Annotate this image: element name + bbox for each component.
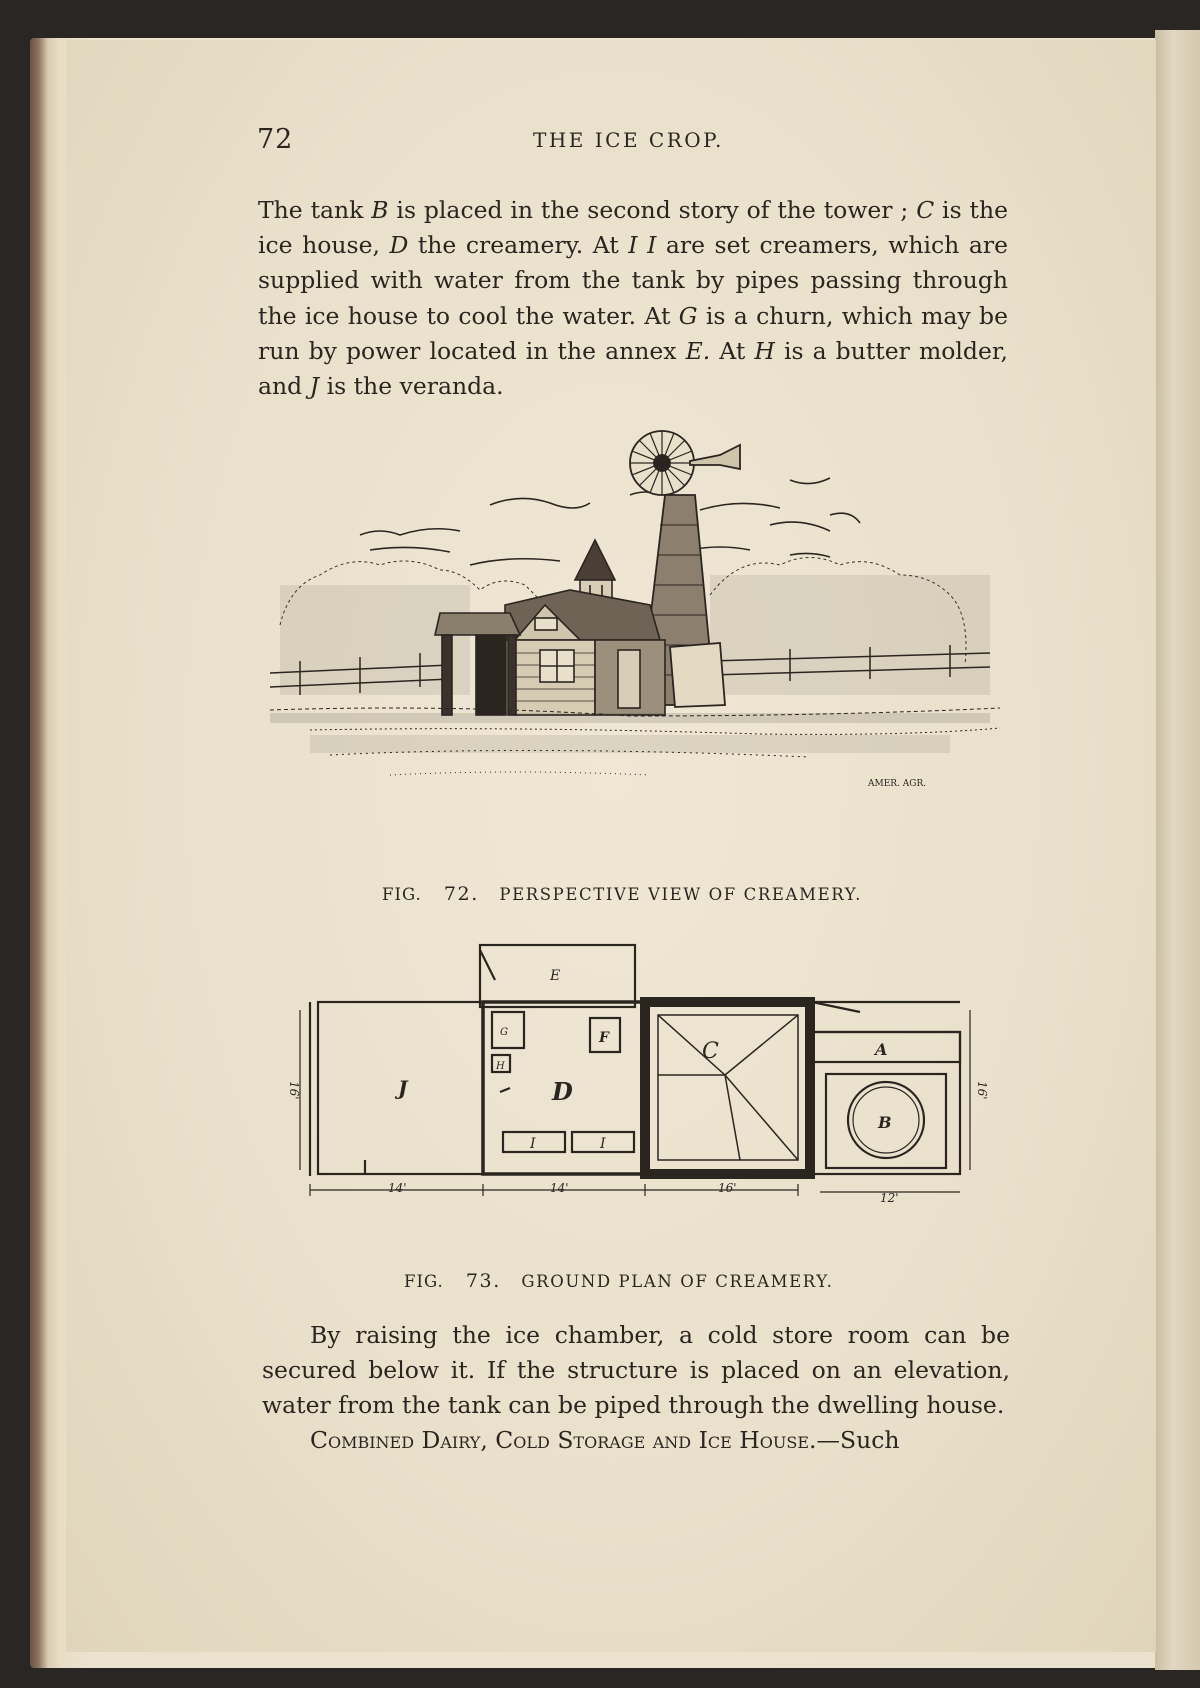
plan-label-e: E — [550, 968, 561, 984]
figure-72-caption: FIG. 72. PERSPECTIVE VIEW OF CREAMERY. — [382, 883, 862, 905]
figure-73-caption: FIG. 73. GROUND PLAN OF CREAMERY. — [404, 1270, 834, 1292]
running-header: THE ICE CROP. — [533, 128, 724, 152]
dimension-14-creamery: 14' — [550, 1181, 569, 1195]
page-number: 72 — [257, 124, 294, 155]
plan-label-f: F — [599, 1030, 609, 1046]
plan-label-c: C — [702, 1039, 719, 1064]
plan-label-a: A — [875, 1040, 888, 1059]
engraver-signature: AMER. AGR. — [868, 779, 927, 789]
section-heading: Combined Dairy, Cold Storage and Ice House. — [310, 1426, 817, 1454]
paragraph-tank-description: The tank B is placed in the second story of the tower ; C is the ice house, D the creamery. At I I are set creamers, which are supplied with water from the tank by pipes passing through the ice house to cool the water. At G is a churn, which may be run by power located in the annex E. At H is a butter molder, and J is the veranda. — [258, 196, 1008, 401]
dimension-16-icehouse: 16' — [718, 1181, 737, 1195]
dimension-12-tower: 12' — [880, 1191, 899, 1205]
facing-page-edge — [1155, 30, 1200, 1670]
plan-label-b: B — [878, 1113, 892, 1132]
plan-label-g: G — [500, 1027, 508, 1038]
dimension-16-right: 16' — [975, 1081, 989, 1100]
creamery-ground-plan — [287, 940, 1000, 1220]
dimension-14-veranda: 14' — [388, 1181, 407, 1195]
plan-label-j: J — [398, 1076, 408, 1100]
plan-label-d: D — [552, 1077, 573, 1106]
creamery-perspective-illustration — [270, 425, 1000, 855]
paragraph-combined-dairy: Combined Dairy, Cold Storage and Ice House.—Such — [310, 1426, 900, 1454]
dimension-16-left: 16' — [287, 1081, 301, 1100]
plan-label-i-left: I — [530, 1136, 536, 1152]
plan-label-i-right: I — [600, 1136, 606, 1152]
paragraph-raising-ice-chamber: By raising the ice chamber, a cold store room can be secured below it. If the structure is placed on an elevation, water from the tank can be piped through the dwelling house. — [262, 1321, 1010, 1420]
plan-label-h: H — [496, 1061, 505, 1072]
